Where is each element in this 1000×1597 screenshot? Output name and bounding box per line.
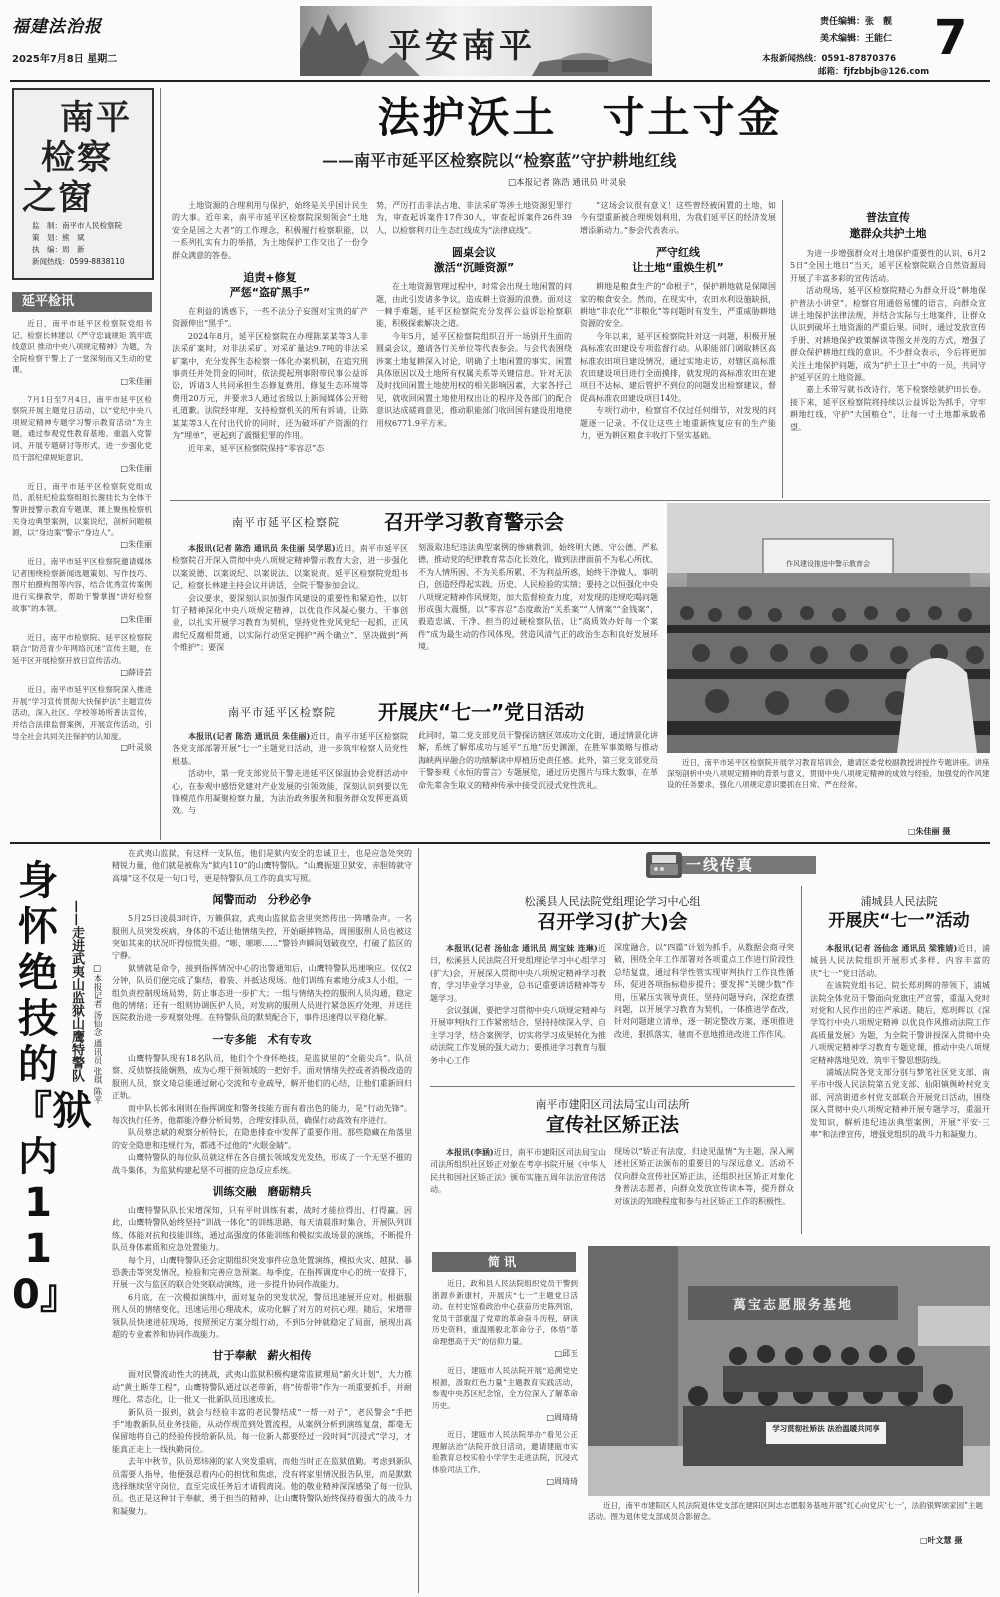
credit-hotline: 新闻热线：0599-8838110 (32, 257, 125, 266)
prison-subhead-4: 甘于奉献 薪火相传 (212, 1349, 312, 1363)
lead-article-column-3: “这场会议很有意义！这些曾经被闲置的土地，如今有望重新被合理规划利用，为我们延平区的经济发展增添新动力。”参会代表表示。 严守红线 让土地“重焕生机” 耕地是粮食生产的“命根子”，保护耕地就是保障国家的粮食安全。然而，在现实中，农田水利设施缺损，耕地“非农化”“非粮化”等问题时有发生，严重威胁耕地资源的安全。 今年以来，延平区检察院针对这一问题，积极开展高标准农田建设专项监督行动。从职能部门调取耕区高标准农田项目建设情况，通过实地走访，对辖区高标准农田建设项目进行全面摸排，就发现的高标准农田在建项目不达标、建后管护不到位的问题发出检察建议，督促高标准农田建设项目14处。 专项行动中，检察官不仅过任何细节，对发现的问题逐一记录。不仅让这些土地重新恢复应有的生产能力，更为耕区粮食丰收打下坚实基础。 (580, 201, 776, 441)
masthead-rule (10, 80, 990, 82)
list-item: 近日，南平市延平区检察院邀请媒体记者围绕检察新闻选题策划、写作技巧、图片拍摄构图等内容，结合优秀宣传案例进行实操教学，帮助干警掌握“讲好检察故事”的本领。 □朱佳丽 (12, 557, 152, 625)
group-photo (588, 1246, 990, 1496)
meeting-photo-author: □朱佳丽 摄 (908, 827, 951, 836)
sidebar-pufa-title: 普法宣传 邀群众共护土地 (849, 211, 927, 240)
list-item: 7月1日至7月4日，南平市延平区检察院开展主题党日活动，以“党纪中央八项规定精神专题学习警示教育活动”为主题，通过参观党性教育基地、重温入党誓词、开展专题研讨等形式，进一步强化党员干部纪律规矩意识。 □朱佳丽 (12, 394, 152, 474)
pucheng-body: 本报讯(记者 汤仙念 通讯员 梁雅婧)近日，浦城县人民法院组织开展形式多样、内容丰富的庆“七一”党日活动。 在该院党组书记、院长郑玥辉的带领下，浦城法院全体党员干警面向党旗庄严宣誓，重温入党时对党和人民作出的庄严承诺。随后，郑玥辉以《深学笃行中央八项规定精神 以优良作风推动法院工作高质量发展》为题，为全院干警讲授深入贯彻中央八项规定精神学习教育专题党课，推动中央八项规定精神落地见效、筑牢干警思想防线。 浦城法院各党支部分别与梦笔社区党支部、南平市中级人民法院第五党支部、仙阳镇舆岭村党支部、河滨街道乡村党支部联合开展党日活动，围绕深入贯彻中央八项规定精神开展专题学习，重温开发知识，解析违纪违法典型案例，开展“平安·三率”和法律宣传，增强党组织的战斗力和凝聚力。 (810, 943, 990, 1140)
issue-date: 2025年7月8日 星期二 (12, 54, 118, 65)
group-photo-illustration (588, 1246, 990, 1496)
meeting-photo (667, 503, 990, 753)
frontline-banner-title: 一线传真 (686, 856, 755, 874)
section-title: 平安南平 (388, 26, 536, 65)
art-editor: 美术编辑：王能仁 (820, 34, 893, 44)
warning-meeting-title: 召开学习教育警示会 (384, 510, 564, 534)
party-day-title: 开展庆“七一”党日活动 (378, 700, 585, 724)
jianyang-org: 南平市建阳区司法局宝山司法所 (535, 1098, 690, 1111)
lead-article-title: 法护沃土 寸土寸金 (377, 93, 783, 142)
frontline-divider (801, 886, 802, 1234)
warning-meeting-column-2: 刻汲取违纪违法典型案例的惨痛教训，始终明大德、守公德、严私德，推动党的纪律教育常态化长效化，做到法律面前不为私心所扰、不为人情所困、不为关系所累、不为利益所惑，始终干净做人、事明白，创造经得起实践、历史、人民检验的实绩；要持之以恒强化中央八项规定精神作风规矩，加大监督检查力度，对发现的违规吃喝问题形成强大震慑，以“零容忍”态度敢治“关系案”“人情案”“金钱案”，毅造忠诚、干净、担当的过硬检察队伍，让“高质效办好每一个案件”成为最生动的作风体现，营造风清气正的政治生态和良好发展环境。 (418, 543, 658, 652)
page-number: 7 (934, 10, 968, 66)
prison-story-subtitle: ——走进武夷山监狱山鹰特警队 (69, 900, 84, 1082)
list-item: 近日，南平市检察院、延平区检察院联合“防范青少年网络沉迷”宣传主题，在延平区开展检察开放日宣传活动。 □薛诗芸 (12, 632, 152, 677)
lead-article-column-2: 势，严厉打击非法占地、非法采矿等涉土地资源犯罪行为，审查起诉案件17件30人，审查起诉案件26件39人，以检察利刃让生态红线成为“法律底线”。 圆桌会议 激活“沉睡资源” 在土地资源管理过程中，时常会出现土地闲置的问题，由此引发诸多争议，造成耕土资源的浪费。面对这一棘手难题，延平区检察院充分发挥公益诉讼检察职能，积极探索解决之道。 今年5月，延平区检察院组织召开一场别开生面的圆桌会议，邀请各行关单位等代表参会。与会代表围绕涉案土地复耕深入讨论，明确了土地闲置的事实、闲置具体原因以及土地所有权属关系等关键信息。针对无法及时找回闲置土地使用权的相关影响因素，大家各抒己见，就收回闲置土地使用权出让的程序及各部门的配合意识达成磋商意见，推动职能部门收回国有建设用地使用权6771.9平方米。 (376, 201, 572, 428)
jianyang-column-1: 本报讯(李涵)近日，南平市建阳区司法局宝山司法所组织社区矫正对象在考亭书院开展《中华人民共和国社区矫正法》颁布实施五周年法治宣传活动。 (430, 1147, 606, 1195)
briefs-header: 简讯 (432, 1252, 576, 1272)
warning-meeting-headline (172, 504, 660, 538)
column-title-line3: 之窗 (22, 178, 94, 218)
yanping-news-list (12, 318, 152, 840)
column-title-box (12, 88, 154, 280)
party-day-column-1: 本报讯(记者 陈浩 通讯员 朱佳丽)近日，南平市延平区检察院各党支部部署开展“七一”主题党日活动，进一步筑牢检察人员党性根基。 活动中，第一党支部党员干警走进延平区保温协会党群活动中心，在参观中感悟党建对产业发展的引领效能，深刻认识到要以先锋模范作用凝聚检察力量，为法治政务服务和服务群众发挥更高质效。与 (172, 731, 408, 816)
jianyang-rule (430, 1086, 795, 1087)
list-item: 近日，建瓯市人民法院开展“追溯党史根源，汲取红色力量”主题教育实践活动，参观中央苏区纪念馆，全方位深入了解革命历史。 □周琦琦 (432, 1366, 578, 1422)
songxi-column-1: 本报讯(记者 汤仙念 通讯员 周宝妹 连琳)近日，松溪县人民法院召开党组理论学习中心组学习(扩大)会，开展深入贯彻中央八项规定精神学习教育，学习毕业学习毕业，总书记重要讲话精神等专题学习。 会议强调，要把学习贯彻中央八项规定精神与开展审判执行工作紧密结合，坚持持续深入学、自主学习学，结合案例学，切实将学习成果转化为推动法院工作发展的强大动力；要推进学习教育与服务中心工作 (430, 943, 606, 1065)
prison-story-byline: □本报记者 汤仙念 通讯员 张琪 陈平 (92, 964, 102, 1104)
prison-story-body: 在武夷山监狱，有这样一支队伍，他们是狱内安全的忠诚卫士，也是应急处突的精锐力量，他们就是被称为“狱内110”的山鹰特警队。“山鹰振翅卫狱安，赤胆铸就守高墙”这不仅是一句口号，更是特警队员工作的真实写照。 闻警而动 分秒必争 5月25日凌晨3时许，万籁俱寂，武夷山监狱监舍里突然传出一阵嘈杂声。一名服刑人员突发疾病，身体的不适让他情绪失控，开始砸摔物品，周围服刑人员也被这突如其来的状况吓得惊慌失措。“嘭、嘭嘭……”警铃声瞬间划破夜空，打破了监区的宁静。 狱情就是命令，接到指挥情况中心的出警通知后，山鹰特警队迅速响应。仅仅2分钟，队员们便完成了集结，着装、并抵达现场。他们训练有素地分成3人小组，一组负责控制现场局势，防止事态进一步扩大；一组与情绪失控的服刑人员沟通，稳定他的情绪；还有一组则协调医护人员，对发病的服刑人员进行紧急医疗处理，并送往医院救治进一步观察处理。在特警队员的默契配合下，事件迅速得以平稳化解。 一专多能 术有专攻 山鹰特警队现有18名队员，他们个个身怀绝技，是监狱里的“全能尖兵”。队员察、反侦察技能娴熟，成为心理干预领域的一把好手。面对情绪失控或者消极改造的服刑人员，察文琦总能通过耐心交流和专业疏导，解开他们的心结，让他们重新回归正轨。 而中队长郭永刚则在指挥调度和警务技能方面有着出色的能力，是“行动先锋”。每次执行任务，他都能冷静分析局势，合理安排队员，确保行动高效有序进行。 队员蔡忠斌的观察分析特长，在隐患排查中发挥了重要作用。那些隐藏在角落里的安全隐患和违规行为，都逃不过他的“火眼金睛”。 山鹰特警队的每位队员就这样在各自擅长领域发光发热，形成了一个无坚不摧的战斗集体，为监狱构建起坚不可摧的应急反应系统。 训练交融 磨砺精兵 山鹰特警队队长宋增深知，只有平时训练有素，战时才能拉得出、打得赢。因此，山鹰特警队始终坚持“训战一体化”的训练思路，每天清晨准时集合，开展队列训练、体能对抗和技能训练，通过高强度的体能训练和模拟实战场景的演练，不断提升队员身体素质和应急处置能力。 每个月，山鹰特警队还会定期组织突发事件应急处置演练，模拟火灾、越狱、暴恐袭击等突发情况，检验和完善应急预案。每季度，在指挥调度中心的统一安排下，开展一次与监区的联合处突联动演练，进一步提升协同作战能力。 6月底，在一次模拟演练中，面对复杂的突发状况，警员迅速展开应对。根据服刑人员的情绪变化，迅速运用心理战术，成功化解了对方的对抗心理。随后，宋增带领队员快速进驻现场，按照预定方案分组行动，不到5分钟就稳定了局面，展现出高超的专业素养和协同作战能力。 甘于奉献 薪火相传 面对民警流动性大的挑战，武夷山监狱积极构建常监狱理局“薪火计划”，大力推动“黄土断芽工程”，山鹰特警队通过以老带新，将“传帮带”作为一项重要抓手，并耐理化、常态化，让一批又一批新队员迅速成长。 新队员一报到，就会与经验丰富的老民警结成“一帮一对子”，老民警会“手把手”地教新队员业务技能，从动作规范到处置流程，从案例分析到演练复盘，都毫无保留地将自己的经验传授给新队员。每一位新人都要经过一段时间“沉浸式”学习，才能真正走上一线执勤岗位。 去年中秋节，队员郑炜刚的家人突发重病，而他当时正在监狱值勤。考虑到新队员需要人指导，他便强忍着内心的担忧和焦虑，没有将家里情况报告队里，而是默默选择继续坚守岗位，直至完成任务后才请假离岗。他的敬业精神深深感染了每一位队员。也正是这种甘于奉献、勇于担当的精神，让山鹰特警队始终保持着强大的战斗力和凝聚力。 (112, 849, 412, 1516)
lead-bottom-rule (170, 500, 990, 501)
yanping-news-header: 延平检讯 (12, 292, 152, 312)
party-day-column-2: 此同时，第二党支部党员干警探访辖区郊成功文化街，通过情景化讲解，系统了解郑成功与延平“五地”历史渊源，在胜军事策略与推动海峡两岸融合的功绩解读中厚植历史责任感。此外，第三党支部党员干警参观《永恒的誓言》专题展览，通过历史图片与珠大数事，在革命先辈舍生取义的精神传承中接受沉浸式党性洗礼。 (418, 731, 658, 790)
lead-article-subtitle: ——南平市延平区检察院以“检察蓝”守护耕地红线 (322, 151, 677, 170)
prison-subhead-3: 训练交融 磨砺精兵 (212, 1184, 312, 1198)
prison-subhead-1: 闻警而动 分秒必争 (212, 893, 312, 907)
left-column-divider (160, 88, 161, 840)
credit-supervisor: 监 制：南平市人民检察院 (32, 221, 122, 230)
warning-meeting-column-1: 本报讯(记者 陈浩 通讯员 朱佳丽 吴学思)近日，南平市延平区检察院召开深入贯彻中央八项规定精神警示教育大会，进一步强化以案说德、以案说纪、以案说法、以案说责。延平区检察院党组书记、检察长林建主持会议并讲话，全院干警参加会议。 会议要求，要深刻认识加强作风建设的重要性和紧迫性，以钉钉子精神深化中央八项规定精神，以优良作风凝心聚力、干事创业，以扎实开展学习教育为契机，坚持党性党风党纪一起抓，正风肃纪反腐相贯通，以实际行动坚定拥护“两个确立”、坚决做到“两个维护”；要深 (172, 543, 408, 653)
news-hotline: 本报新闻热线：0591-87870376 (762, 54, 897, 64)
pucheng-org: 浦城县人民法院 (860, 895, 938, 908)
party-day-org: 南平市延平区检察院 (228, 706, 336, 719)
songxi-title: 召开学习(扩大)会 (537, 911, 688, 933)
lead-article-byline: □本报记者 陈浩 通讯员 叶灵泉 (508, 178, 627, 188)
party-day-headline (172, 694, 660, 728)
group-photo-sign-text: 学习贯彻社矫法 法治温暖共同享 (772, 1424, 880, 1433)
meeting-room-illustration (667, 503, 990, 753)
meeting-screen-text: 作风建设推进中警示教育会 (786, 560, 870, 568)
column-title-line1: 南平 (60, 98, 132, 138)
prison-divider (418, 848, 419, 1593)
lead-subhead-1: 追责+修复 严惩“盗矿黑手” (229, 271, 311, 300)
meeting-photo-caption: 近日，南平市延平区检察院开展学习教育培训会，邀请区委党校副教授讲授作专题讲座。讲座深刻剖析中央八项规定精神的背景与意义，贯彻中央八项规定精神的成效与经验，加强党的作风建设的任务要求，强化八项规定意识要抓在日常、严在经常。 (667, 758, 990, 789)
column-credits (32, 220, 125, 268)
paper-logo: 福建法治报 (12, 17, 102, 37)
group-photo-author: □叶文慧 摄 (920, 1536, 963, 1545)
songxi-column-2: 深度融合，以“四篇”计划为抓手，从数据会商寻突破，围绕全年工作部署对各项重点工作进行阶段性总结复盘，通过科学性管实现审判执行工作良性循环，促进各项指标稳步提升；要发挥“关键少数”作用，压紧压实领导责任，坚持问题导向，深挖查摆问题，以开展学习教育为契机，一体推进学查改，针对问题建立清单，逐一制定整改方案，逐项推进改进，狠抓落实，驰而不息地推进改进工作作风。 (614, 943, 794, 1039)
list-item: 近日，南平市延平区检察院党组书记、检察长林建以《严守忠诚规矩 筑牢底线意识 推动中央八项规定精神》为题，为全院检察干警上了一堂深刻而又生动的党课。 □朱佳丽 (12, 319, 152, 386)
lead-subhead-3: 严守红线 让土地“重焕生机” (632, 246, 724, 275)
list-item: 近日，南平市延平区检察院党组成员、派驻纪检监察组组长谢挂长为全体干警讲授警示教育专题课，课上聚焦检察机关身边典型案例，以案说纪，剖析问题根源，以“身边案”警示“身边人”。 □朱佳丽 (12, 481, 152, 549)
lead-article-column-1: 土地资源的合理利用与保护，始终是关乎国计民生的大事。近年来，南平市延平区检察院深刻领会“土地安全是国之大者”的工作理念，积极履行检察职能，以一系列扎实有力的举措，为土地保护工作交出了一份令群众满意的答卷。 追责+修复 严惩“盗矿黑手” 在利益的诱惑下，一些不法分子妄图对宝贵的矿产资源伸出“黑手”。 2024年8月，延平区检察院在办理陈某某等3人非法采矿案时，对非法采矿、对采矿量达9.7吨的非法采矿案中，充分发挥生态检察一体化办案机制，在追究刑事责任并处罚金的同时，依法提起刑事附带民事公益诉讼，诉请3人共同承担生态修复费用、修复生态环境等费用20万元，并要求3人通过省级以上新闻媒体公开赔礼道歉。法院经审理，支持检察机关的所有诉请，让陈某某等3人在付出代价的同时，还为破坏矿产资源的行为“埋单”，更起到了震慑犯罪的作用。 近年来，延平区检察院保持“零容忍”态 (172, 201, 368, 453)
prison-story-title: 身怀绝技的『狱内110』 (12, 858, 92, 1318)
column-title-line2: 检察 (41, 138, 113, 178)
section-banner (300, 6, 652, 76)
pucheng-title: 开展庆“七一”活动 (828, 911, 970, 931)
masthead (0, 0, 1000, 80)
sidebar-pufa: 普法宣传 邀群众共护土地 为进一步增强群众对土地保护重要性的认识，6月25日“全国土地日”当天，延平区检察院联合自然资源局开展了丰富多彩的宣传活动。 活动现场，延平区检察院精心为群众开设“耕地保护普法小讲堂”。检察官用通俗易懂的语言，向群众宣讲土地保护法律法规，并结合实际与土地案件，让群众认识到破坏土地资源的严重后果。同时，通过发放宣传手册、对耕地保护政策解读等图文并茂的方式，增强了群众保护耕地红线的意识。不少群众表示，今后将更加关注土地保护问题，成为“护土卫士”中的一员，共同守护延平区的土地资源。 嘉上禾带写就书改诗行，笔下检察绘就护田长卷。接下来，延平区检察院将持续以公益诉讼为抓手，守牢耕地红线，守护“大国粮仓”，让每一寸土地都承载希望。 (790, 211, 986, 432)
group-photo-caption: 近日，南平市建阳区人民法院退休党支部在建阳区阿志志愿服务基地开展“红心向党庆‘七一’，法韵银辉颂家园”主题活动。图为退休党支部成员合影留念。 (588, 1501, 984, 1521)
responsible-editor: 责任编辑：张 靓 (820, 17, 893, 27)
briefs-list (432, 1278, 578, 1593)
jianyang-column-2: 现场以“矫正有法度，归途见温情”为主题，深入阐述社区矫正法颁布的重要目的与深远意义。活动不仅向群众宣传社区矫正法，还组织社区矫正对象化身普法志愿者，向群众发放宣传读本等，提升群众对该法的知晓程度和参与社区矫正工作的积极性。 (614, 1147, 794, 1206)
lead-subhead-2: 圆桌会议 激活“沉睡资源” (433, 246, 515, 275)
warning-meeting-org: 南平市延平区检察院 (232, 516, 340, 529)
credit-editor: 执 编：周 新 (32, 245, 85, 254)
fax-icon (646, 852, 682, 878)
list-item: 近日，建瓯市人民法院举办“看见公正 理解法治”法院开放日活动，邀请建瓯市实验教育总校实验小学学生走进法院，沉浸式体验司法工作。 □周琦琦 (432, 1430, 578, 1486)
list-item: 近日，南平市延平区检察院深入推进开展“学习宣传贯彻大快保护法”主题宣传活动，深入社区、学校等场所普法宣传，并结合法律监督案例，开展宣传活动，引导全社会共同关注保护的认知度。 □叶灵泉 (12, 685, 152, 753)
mid-page-rule (10, 842, 990, 844)
group-photo-banner-text: 萬宝志愿服务基地 (732, 1298, 853, 1313)
credit-planner: 策 划：熊 斌 (32, 233, 85, 242)
songxi-org: 松溪县人民法院党组理论学习中心组 (524, 895, 701, 908)
jianyang-title: 宣传社区矫正法 (545, 1114, 679, 1136)
list-item: 近日，政和县人民法院组织党员干警到浙源乡新康村，开展庆“七一”主题党日活动。在村史馆看政治中心获奋历史陈列馆，党员干部重温了党章的革命奋斗历程，研读历史资料，重温刚毅北革命分子，体悟“革命理想高于天”的信仰力量。 □邱玉 (432, 1279, 578, 1358)
sidebar-divider (782, 200, 783, 498)
contact-email: 邮箱：fjfzbbjb@126.com (818, 67, 930, 77)
frontline-banner (430, 852, 990, 880)
prison-subhead-2: 一专多能 术有专攻 (212, 1032, 312, 1046)
